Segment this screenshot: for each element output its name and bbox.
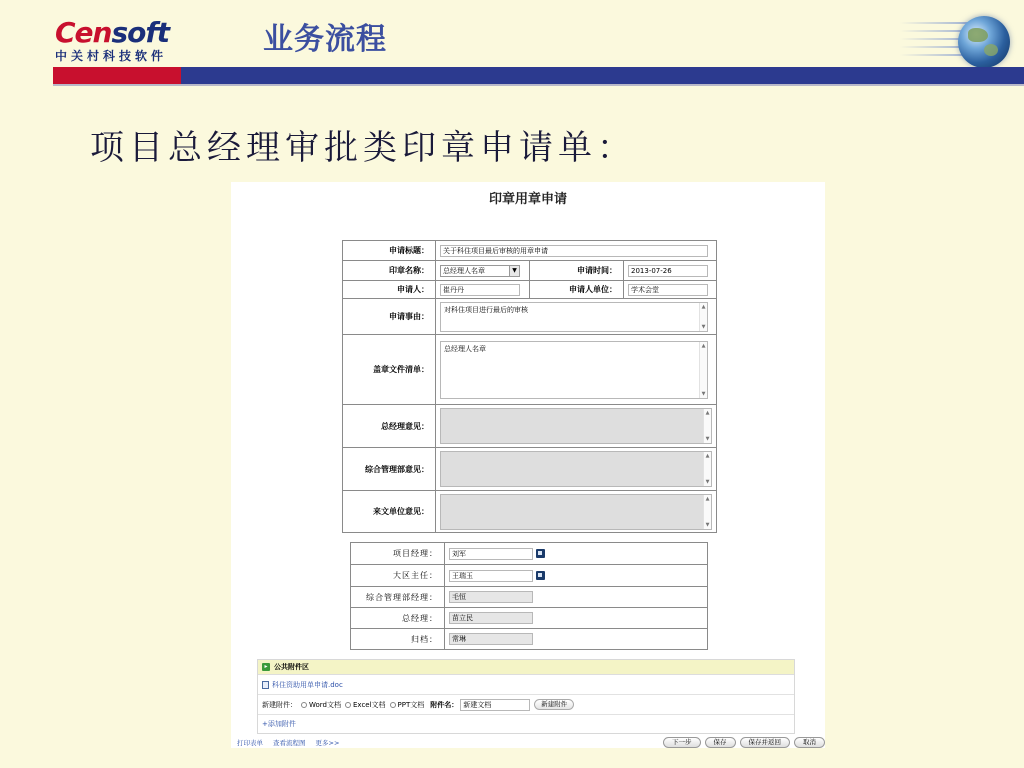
new-attachment-row — [258, 695, 794, 715]
save-return-button[interactable]: 保存并返回 — [740, 737, 791, 748]
view-flow-link[interactable]: 查看流程图 — [273, 738, 306, 747]
apply-time-input[interactable]: 2013-07-26 — [628, 265, 708, 277]
header-divider — [53, 84, 1024, 86]
attachment-file-row — [258, 675, 794, 695]
attachment-name-label: 附件名： — [430, 700, 459, 709]
cancel-button[interactable]: 取消 — [794, 737, 825, 748]
attachment-icon: ▸ — [262, 663, 270, 671]
more-link[interactable]: 更多>> — [315, 738, 340, 747]
new-attachment-button[interactable]: 新建附件 — [534, 699, 574, 710]
apply-time-label: 申请时间： — [530, 261, 624, 281]
new-attachment-label: 新建附件： — [262, 700, 297, 709]
add-attachment-link[interactable]: +添加附件 — [262, 720, 296, 728]
header-bar-red — [53, 67, 181, 84]
print-form-link[interactable]: 打印表单 — [237, 738, 263, 747]
region-director-input[interactable]: 王瑞玉 — [449, 570, 533, 582]
reason-textarea[interactable]: 对科住项目进行最后的审核 ▲ ▼ — [440, 302, 708, 332]
scrollbar[interactable]: ▲ ▼ — [699, 303, 707, 331]
radio-word-label: Word文档 — [309, 700, 341, 709]
scrollbar[interactable]: ▲ ▼ — [703, 409, 711, 443]
reason-label: 申请事由： — [343, 299, 436, 335]
apply-title-input[interactable]: 关于科住项目最后审核的用章申请 — [440, 245, 708, 257]
header-bar-blue — [181, 67, 1024, 84]
attachment-header: ▸ 公共附件区 — [258, 660, 794, 675]
general-manager-input: 苗立民 — [449, 612, 533, 624]
applicant-input[interactable]: 崔丹丹 — [440, 284, 520, 296]
approver-label: 大区主任： — [351, 565, 445, 587]
logo-wordmark: Censoft — [55, 16, 169, 49]
admin-manager-input: 毛恒 — [449, 591, 533, 603]
word-doc-icon — [262, 681, 269, 689]
radio-ppt-label: PPT文档 — [397, 700, 425, 709]
attachment-file-link[interactable]: 科住资助用单申请.doc — [272, 680, 343, 689]
applicant-unit-label: 申请人单位： — [530, 281, 624, 299]
radio-word[interactable] — [301, 702, 307, 708]
doc-list-label: 盖章文件清单： — [343, 335, 436, 405]
applicant-unit-input[interactable]: 学术会堂 — [628, 284, 708, 296]
unit-opinion-label: 来文单位意见： — [343, 491, 436, 533]
globe-icon — [958, 16, 1010, 68]
approver-label: 总经理： — [351, 608, 445, 629]
user-picker-icon[interactable] — [536, 571, 545, 580]
doc-list-textarea[interactable]: 总经理人名章 ▲ ▼ — [440, 341, 708, 399]
approver-table — [350, 542, 708, 650]
project-manager-input[interactable]: 刘军 — [449, 548, 533, 560]
censoft-logo — [55, 18, 169, 64]
save-button[interactable]: 保存 — [705, 737, 736, 748]
scrollbar[interactable]: ▲ ▼ — [699, 342, 707, 398]
unit-opinion-textarea[interactable] — [440, 494, 712, 530]
approver-label: 项目经理： — [351, 543, 445, 565]
slide-subtitle: 项目总经理审批类印章申请单： — [90, 128, 636, 168]
seal-request-table — [342, 240, 717, 533]
attachment-area — [257, 659, 795, 734]
scrollbar[interactable]: ▲ ▼ — [703, 495, 711, 529]
next-step-button[interactable]: 下一步 — [663, 737, 701, 748]
applicant-label: 申请人： — [343, 281, 436, 299]
gm-opinion-label: 总经理意见： — [343, 405, 436, 448]
scrollbar[interactable]: ▲ ▼ — [703, 452, 711, 486]
dept-opinion-textarea[interactable] — [440, 451, 712, 487]
slide-title: 业务流程 — [263, 22, 387, 57]
form-screenshot — [231, 182, 825, 748]
approver-label: 归档： — [351, 629, 445, 650]
seal-name-label: 印章名称： — [343, 261, 436, 281]
seal-name-select[interactable]: 总经理人名章 ▼ — [440, 265, 520, 277]
apply-title-label: 申请标题： — [343, 241, 436, 261]
chevron-down-icon: ▼ — [509, 266, 519, 276]
radio-excel-label: Excel文档 — [353, 700, 386, 709]
gm-opinion-textarea[interactable] — [440, 408, 712, 444]
approver-label: 综合管理部经理： — [351, 587, 445, 608]
radio-ppt[interactable] — [390, 702, 396, 708]
form-title: 印章用章申请 — [488, 192, 567, 207]
attachment-name-input[interactable]: 新建文档 — [460, 699, 530, 711]
archive-input: 常琳 — [449, 633, 533, 645]
dept-opinion-label: 综合管理部意见： — [343, 448, 436, 491]
radio-excel[interactable] — [345, 702, 351, 708]
add-attachment-row — [258, 715, 794, 733]
user-picker-icon[interactable] — [536, 549, 545, 558]
logo-subtitle: 中关村科技软件 — [55, 49, 168, 63]
form-footer — [237, 736, 825, 748]
